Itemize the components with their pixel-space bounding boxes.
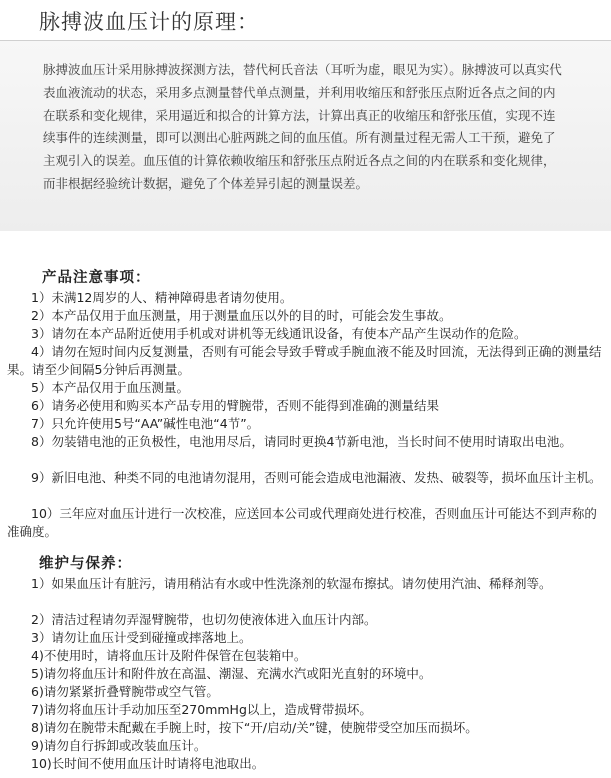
note-item: 7）只允许使用5号“AA”碱性电池“4节”。 [31,416,260,431]
note-item: 2）本产品仅用于血压测量，用于测量血压以外的目的时，可能会发生事故。 [31,308,452,323]
care-item: 1）如果血压计有脏污，请用稍沾有水或中性洗涤剂的软湿布擦拭。请勿使用汽油、稀释剂等。 [31,576,552,591]
notes-heading: 产品注意事项： [42,270,151,286]
care-item: 3）请勿让血压计受到碰撞或摔落地上。 [31,630,252,645]
care-item: 7)请勿将血压计手动加压至270mmHg以上，造成臂带损坏。 [31,702,372,717]
intro-paragraph: 脉搏波血压计采用脉搏波探测方法，替代柯氏音法（耳听为虚，眼见为实）。脉搏波可以真实代表血液流动的状态，采用多点测量替代单点测量，并利用收缩压和舒张压点附近各点之间的内在联系和变化规律，采用逼近和拟合的计算方法，计算出真正的收缩压和舒张压值，实现不连续事件的连续测量，即可以测出心脏两跳之间的血压值。所有测量过程无需人工干预，避免了主观引入的误差。血压值的计算依赖收缩压和舒张压点附近各点之间的内在联系和变化规律，而非根据经验统计数据，避免了个体差异引起的测量误差。 [43,62,562,191]
note-item: 1）未满12周岁的人、精神障碍患者请勿使用。 [31,290,293,305]
note-item: 5）本产品仅用于血压测量。 [31,380,189,395]
care-item: 5)请勿将血压计和附件放在高温、潮湿、充满水汽或阳光直射的环境中。 [31,666,432,681]
note-item: 8）勿装错电池的正负极性，电池用尽后，请同时更换4节新电池，当长时间不使用时请取出电池。 [31,434,572,449]
care-item: 6)请勿紧紧折叠臂腕带或空气管。 [31,684,219,699]
note-item: 4）请勿在短时间内反复测量，否则有可能会导致手臂或手腕血液不能及时回流，无法得到正确的测量结果。请至少间隔5分钟后再测量。 [7,344,602,377]
care-item: 9)请勿自行拆卸或改装血压计。 [31,738,207,753]
page-title: 脉搏波血压计的原理： [39,10,259,34]
note-item: 10）三年应对血压计进行一次校准，应送回本公司或代理商处进行校准，否则血压计可能达不到声称的准确度。 [7,506,597,539]
intro-panel [0,41,611,231]
note-item: 9）新旧电池、种类不同的电池请勿混用，否则可能会造成电池漏液、发热、破裂等，损坏血压计主机。 [31,470,602,485]
care-heading: 维护与保养： [39,556,132,572]
care-item: 2）清洁过程请勿弄湿臂腕带，也切勿使液体进入血压计内部。 [31,612,377,627]
note-item: 6）请务必使用和购买本产品专用的臂腕带，否则不能得到准确的测量结果 [31,398,439,413]
note-item: 3）请勿在本产品附近使用手机或对讲机等无线通讯设备，有使本产品产生误动作的危险。 [31,326,527,341]
care-item: 8)请勿在腕带未配戴在手腕上时，按下“开/启动/关”键，使腕带受空加压而损坏。 [31,720,478,735]
care-item: 4)不使用时，请将血压计及附件保管在包装箱中。 [31,648,307,663]
care-item: 10)长时间不使用血压计时请将电池取出。 [31,756,265,771]
